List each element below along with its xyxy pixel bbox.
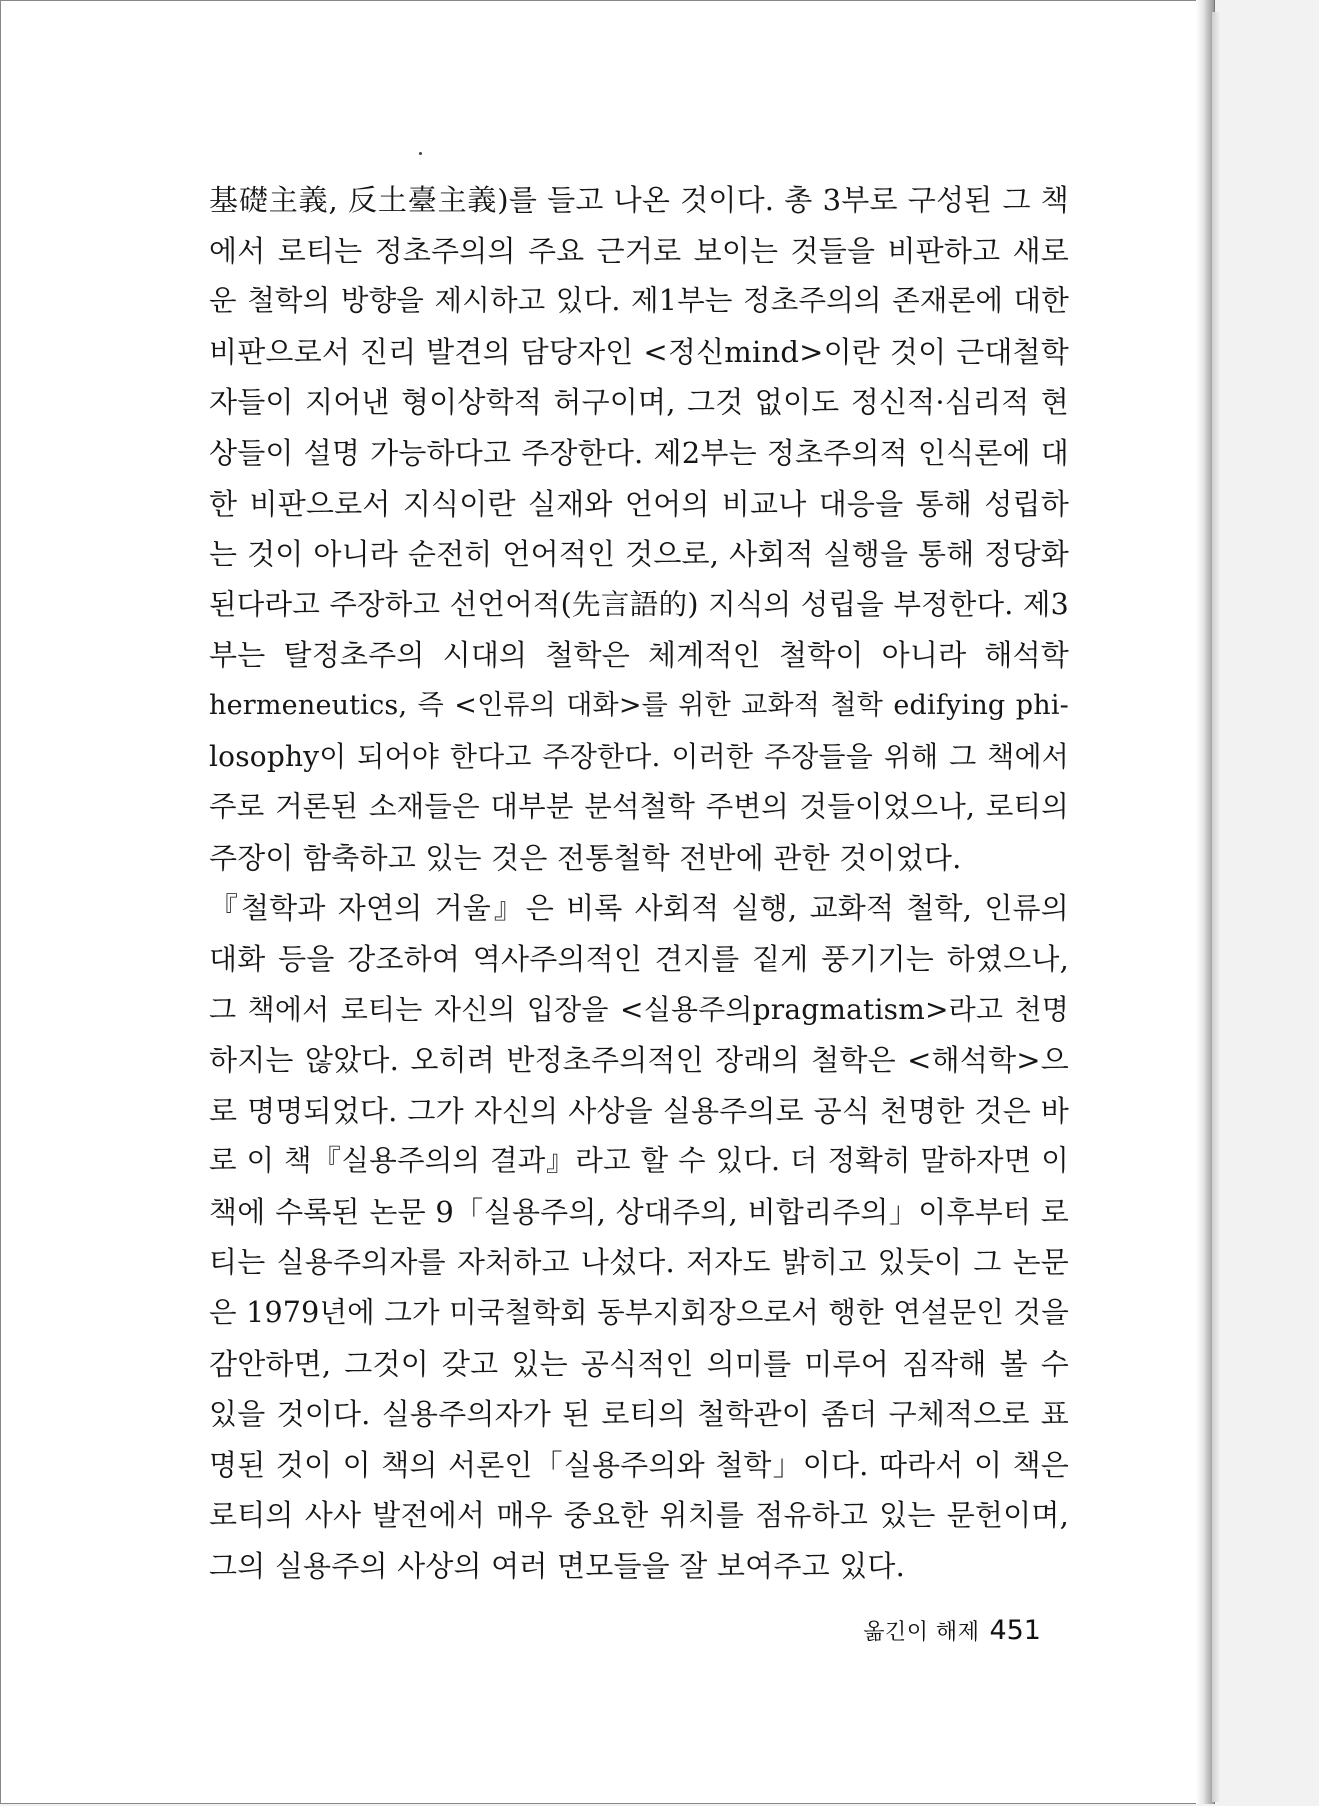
text-line: 에서 로티는 정초주의의 주요 근거로 보이는 것들을 비판하고 새로 [209, 233, 1069, 268]
text-line: 감안하면, 그것이 갖고 있는 공식적인 의미를 미루어 짐작해 볼 수 [209, 1346, 1069, 1381]
text-line: 하지는 않았다. 오히려 반정초주의적인 장래의 철학은 <해석학>으 [209, 1043, 1069, 1078]
text-line: 로 명명되었다. 그가 자신의 사상을 실용주의로 공식 천명한 것은 바 [209, 1093, 1069, 1128]
text-line: 된다라고 주장하고 선언어적(先言語的) 지식의 성립을 부정한다. 제3 [209, 587, 1069, 621]
text-line: 자들이 지어낸 형이상학적 허구이며, 그것 없이도 정신적·심리적 현 [209, 385, 1069, 420]
text-line: 은 1979년에 그가 미국철학회 동부지회장으로서 행한 연설문인 것을 [209, 1296, 1069, 1330]
text-line: 명된 것이 이 책의 서론인「실용주의와 철학」이다. 따라서 이 책은 [209, 1447, 1069, 1482]
text-line: 비판으로서 진리 발견의 담당자인 <정신mind>이란 것이 근대철학 [209, 334, 1069, 369]
text-line: losophy이 되어야 한다고 주장한다. 이러한 주장들을 위해 그 책에서 [209, 739, 1069, 773]
text-line: 대화 등을 강조하여 역사주의적인 견지를 짙게 풍기기는 하였으나, [209, 941, 1069, 976]
text-line: 있을 것이다. 실용주의자가 된 로티의 철학관이 좀더 구체적으로 표 [209, 1397, 1069, 1432]
text-line: 부는 탈정초주의 시대의 철학은 체계적인 철학이 아니라 해석학 [209, 638, 1069, 673]
text-line: 운 철학의 방향을 제시하고 있다. 제1부는 정초주의의 존재론에 대한 [209, 284, 1069, 318]
text-line: 주로 거론된 소재들은 대부분 분석철학 주변의 것들이었으나, 로티의 [209, 790, 1069, 824]
text-line: 책에 수록된 논문 9「실용주의, 상대주의, 비합리주의」이후부터 로 [209, 1194, 1069, 1229]
paragraph-start-line: 『철학과 자연의 거울』은 비록 사회적 실행, 교화적 철학, 인류의 [209, 891, 1069, 926]
text-line: 基礎主義, 反土臺主義)를 들고 나온 것이다. 총 3부로 구성된 그 책 [209, 183, 1069, 217]
running-head: 옮긴이 해제 [863, 1620, 980, 1645]
text-line: hermeneutics, 즉 <인류의 대화>를 위한 교화적 철학 edifying phi- [209, 689, 1069, 721]
paragraph-end-line: 그의 실용주의 사상의 여러 면모들을 잘 보여주고 있다. [209, 1549, 906, 1584]
text-line: 그 책에서 로티는 자신의 입장을 <실용주의pragmatism>라고 천명 [209, 992, 1069, 1026]
body-text [209, 175, 1069, 1592]
text-line: 한 비판으로서 지식이란 실재와 언어의 비교나 대응을 통해 성립하 [209, 486, 1069, 521]
page-number: 451 [989, 1615, 1041, 1646]
page-stack-edge [1212, 12, 1220, 1802]
text-line: 상들이 설명 가능하다고 주장한다. 제2부는 정초주의적 인식론에 대 [209, 435, 1069, 470]
text-line: 로티의 사사 발전에서 매우 중요한 위치를 점유하고 있는 문헌이며, [209, 1498, 1069, 1533]
print-speck [419, 152, 422, 155]
page-footer [841, 1615, 1041, 1646]
text-line: 로 이 책『실용주의의 결과』라고 할 수 있다. 더 정확히 말하자면 이 [209, 1144, 1069, 1178]
text-line: 는 것이 아니라 순전히 언어적인 것으로, 사회적 실행을 통해 정당화 [209, 537, 1069, 572]
paragraph-end-line: 주장이 함축하고 있는 것은 전통철학 전반에 관한 것이었다. [209, 840, 962, 875]
text-line: 티는 실용주의자를 자처하고 나섰다. 저자도 밝히고 있듯이 그 논문 [209, 1245, 1069, 1280]
